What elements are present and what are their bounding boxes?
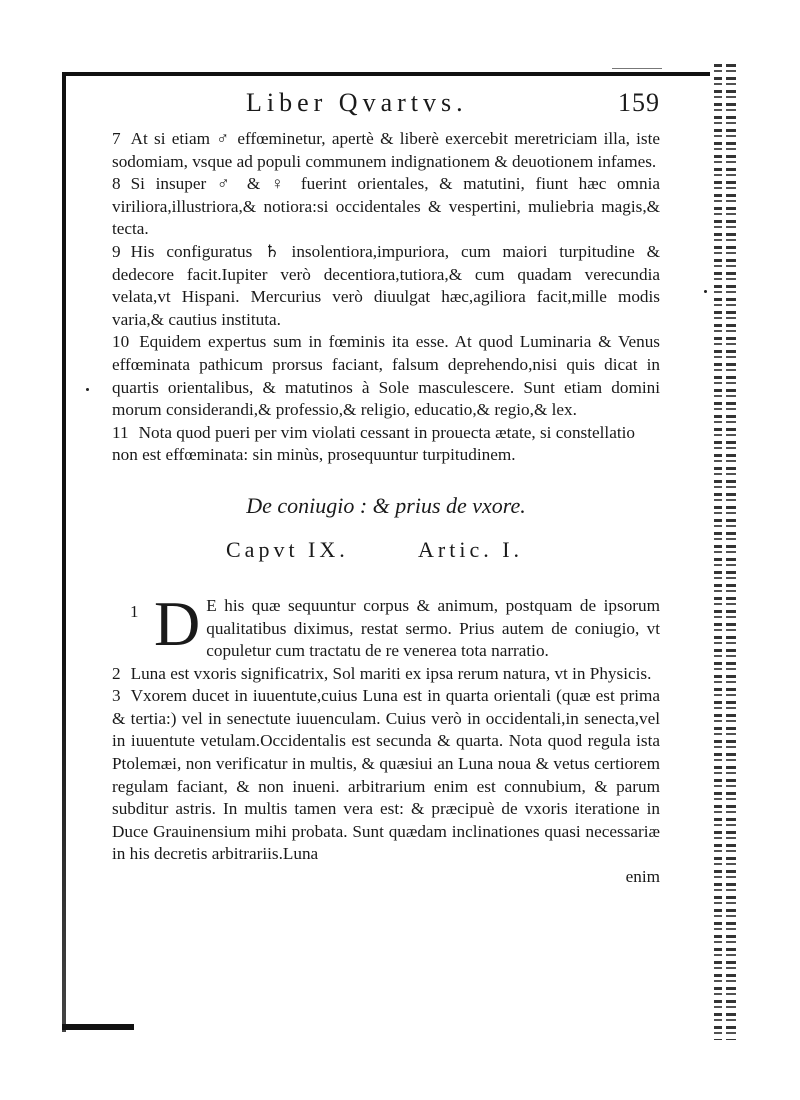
section-heading: De coniugio : & prius de vxore.	[246, 492, 526, 518]
scan-speck	[86, 388, 89, 391]
paragraph-11	[112, 422, 660, 467]
chapter-artic: Artic. I.	[418, 536, 524, 562]
text-block-top	[112, 128, 660, 467]
catchword: enim	[625, 867, 660, 887]
running-head	[112, 84, 660, 128]
scan-bottom-rule	[62, 1024, 134, 1030]
paragraph-text: Nota quod pueri per vim violati cessant in prouecta ætate, si constellatio non est effœminata: sin minùs, prosequuntur turpitudinem.	[112, 422, 635, 465]
paragraph-number: 10	[112, 332, 130, 352]
paragraph-text: Luna est vxoris significatrix, Sol mariti ex ipsa rerum natura, vt in Physicis.	[130, 663, 652, 683]
paragraph-number: 1	[130, 601, 139, 621]
paragraph-3	[112, 685, 660, 866]
paragraph-text: E his quæ sequuntur corpus & animum, postquam de ipsorum qualitatibus diximus, restat sermo. Prius autem de coniugio, vt copuletur cum tractatu de re venerea tota narratio.	[206, 595, 660, 661]
paragraph-10	[112, 331, 660, 421]
scan-speck	[704, 290, 707, 293]
running-head-title: Liber Qvartvs.	[246, 88, 468, 117]
chapter-heading	[112, 537, 660, 577]
paragraph-text: Si insuper ♂ & ♀ fuerint orientales, & matutini, fiunt hæc omnia viriliora,illustriora,& notiora:si occidentales & vespertini, muliebria magis,& tecta.	[112, 174, 660, 239]
scan-binding-edge	[714, 64, 736, 1040]
scan-left-rule	[62, 72, 66, 1032]
book-page	[112, 84, 660, 889]
paragraph-1	[112, 587, 660, 663]
paragraph-7	[112, 128, 660, 173]
page-number: 159	[618, 88, 660, 117]
paragraph-text: At si etiam ♂ effœminetur, apertè & liberè exercebit meretriciam illa, iste sodomiam, vsque ad populi communem indignationem & deuotionem infames.	[112, 129, 660, 171]
paragraph-text: His configuratus ♄ insolentiora,impuriora, cum maiori turpitudine & dedecore facit.Iupiter verò decentiora,tutiora,& cum quadam verecundia velata,vt Hispani. Mercurius verò diuulgat hæc,agiliora facit,mille modis varia,& cautius instituta.	[112, 241, 660, 329]
scan-top-rule	[62, 72, 710, 76]
paragraph-number: 8	[112, 174, 121, 194]
paragraph-9	[112, 241, 660, 331]
paragraph-number: 7	[112, 129, 121, 148]
text-block-bottom	[112, 587, 660, 889]
paragraph-2	[112, 663, 660, 686]
paragraph-text: Equidem expertus sum in fœminis ita esse. At quod Luminaria & Venus effœminata pathicum prorsus faciant, falsum deprehendo,nisi quis dicat in quartis orientalibus, & matutinos à Sole masculescere. Sunt etiam domini morum considerandi,& professio,& religio, educatio,& regio,& lex.	[112, 332, 660, 420]
paragraph-8	[112, 173, 660, 241]
scan-top-rule-tail	[612, 68, 662, 69]
paragraph-text: Vxorem ducet in iuuentute,cuius Luna est in quarta orientali (quæ est prima & tertia:) vel in senectute iuuenculam. Cuius verò in occidentali,in senecta,vel in iuuentute vetulam.Occidentalis est secunda & quarta. Nota quod regula ista Ptolemæi, non verificatur in multis, & quæsiui an Luna noua & vetus certiorem regulam faciant, & non inueni. arbitrarium enim est connubium, & parum subditur astris. In multis tamen vera est: & præcipuè de vxoris iteratione in Duce Grauinensium mihi probata. Sunt quædam inclinationes quasi necessariæ in his decretis arbitrariis.Luna	[112, 686, 660, 864]
paragraph-number: 3	[112, 686, 121, 706]
paragraph-number: 9	[112, 241, 121, 261]
drop-cap: D	[154, 587, 201, 659]
paragraph-number: 11	[112, 422, 129, 442]
paragraph-number: 2	[112, 663, 121, 683]
chapter-caput: Capvt IX.	[226, 536, 349, 562]
